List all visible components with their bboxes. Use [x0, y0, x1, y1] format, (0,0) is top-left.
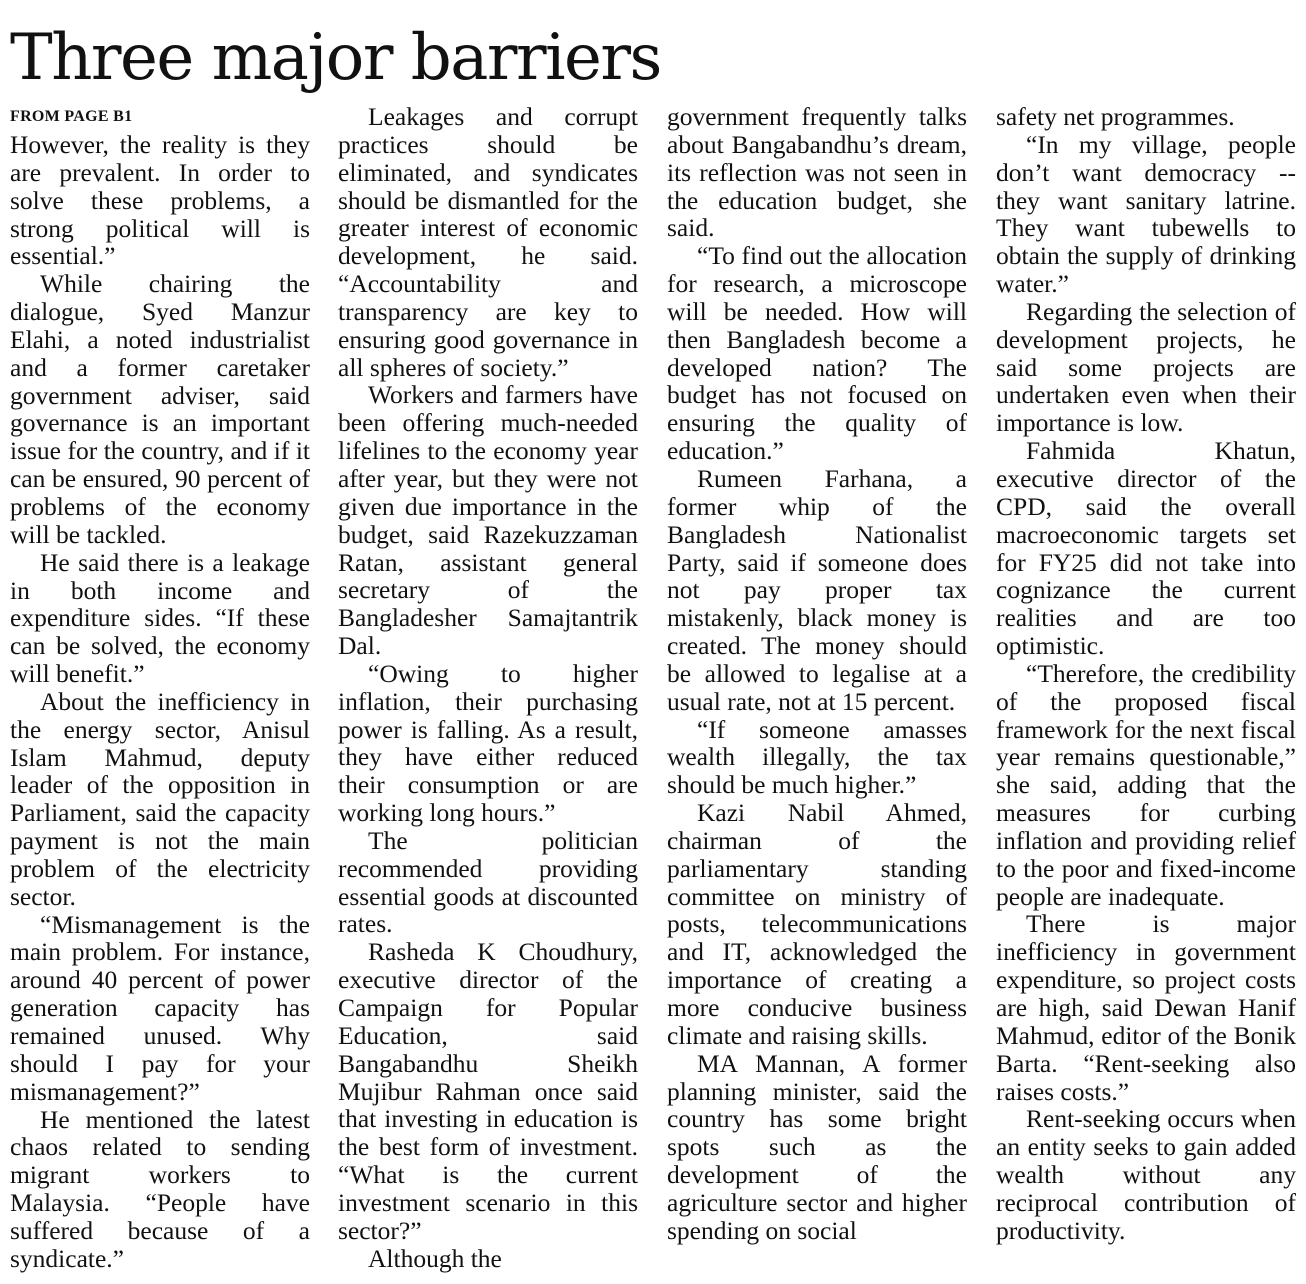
- paragraph: “If someone amasses wealth illegally, the tax should be much higher.”: [667, 714, 967, 800]
- paragraph: Rent-seeking occurs when an entity seeks to gain added wealth without any reciprocal contribution of productivity.: [996, 1104, 1296, 1245]
- paragraph: While chairing the dialogue, Syed Manzur Elahi, a noted industrialist and a former caretaker government adviser, said governance is an important issue for the country, and if it can be ensured, 90 percent of problems of the economy will be tackled.: [10, 269, 310, 549]
- paragraph: Kazi Nabil Ahmed, chairman of the parliamentary standing committee on ministry of posts, telecommunications and IT, acknowledged the importance of creating a more conducive business climate and raising skills.: [667, 798, 967, 1050]
- paragraph: Workers and farmers have been offering much-needed lifelines to the economy year after year, but they were not given due importance in the budget, said Razekuzzaman Ratan, assistant general secretary of the Bangladesher Samajtantrik Dal.: [338, 380, 638, 661]
- paragraph: MA Mannan, A former planning minister, said the country has some bright spots such as the development of the agriculture sector and higher spending on social: [667, 1048, 967, 1245]
- paragraph: About the inefficiency in the energy sector, Anisul Islam Mahmud, deputy leader of the opposition in Parliament, said the capacity payment is not the main problem of the electricity sector.: [10, 686, 310, 911]
- paragraph: “Owing to higher inflation, their purchasing power is falling. As a result, they have either reduced their consumption or are working long hours.”: [338, 658, 638, 828]
- paragraph: Rasheda K Choudhury, executive director of the Campaign for Popular Education, said Bangabandhu Sheikh Mujibur Rahman once said that investing in education is the best form of investment. “What is the current investment scenario in this sector?”: [338, 937, 638, 1245]
- article-column-1: [10, 103, 310, 1278]
- paragraph: He mentioned the latest chaos related to sending migrant workers to Malaysia. “People have suffered because of a syndicate.”: [10, 1104, 310, 1273]
- headline: Three major barriers: [10, 21, 661, 95]
- paragraph: safety net programmes.: [996, 103, 1235, 131]
- paragraph: Fahmida Khatun, executive director of the CPD, said the overall macroeconomic targets set for FY25 did not take into cognizance the current realities and are too optimistic.: [996, 436, 1296, 661]
- continued-from-label: FROM PAGE B1: [10, 108, 133, 125]
- article-column-3: [667, 103, 967, 1278]
- paragraph: “To find out the allocation for research, a microscope will be needed. How will then Bangladesh become a developed nation? The budget has not focused on ensuring the quality of education.”: [667, 241, 967, 466]
- paragraph: He said there is a leakage in both income and expenditure sides. “If these can be solved, the economy will benefit.”: [10, 547, 310, 689]
- paragraph: However, the reality is they are prevalent. In order to solve these problems, a strong political will is essential.”: [10, 130, 310, 271]
- article-column-4: [996, 103, 1296, 1278]
- paragraph: There is major inefficiency in government expenditure, so project costs are high, said Dewan Hanif Mahmud, editor of the Bonik Barta. “Rent-seeking also raises costs.”: [996, 909, 1296, 1106]
- paragraph: government frequently talks about Bangabandhu’s dream, its reflection was not seen in the education budget, she said.: [667, 103, 967, 243]
- paragraph: “Mismanagement is the main problem. For instance, around 40 percent of power generation capacity has remained unused. Why should I pay for your mismanagement?”: [10, 909, 310, 1106]
- article-column-2: [338, 103, 638, 1278]
- paragraph: Although the: [368, 1243, 502, 1273]
- paragraph: Rumeen Farhana, a former whip of the Bangladesh Nationalist Party, said if someone does not pay proper tax mistakenly, black money is created. The money should be allowed to legalise at a usual rate, not at 15 percent.: [667, 463, 967, 716]
- paragraph: “In my village, people don’t want democracy -- they want sanitary latrine. They want tubewells to obtain the supply of drinking water.”: [996, 129, 1296, 299]
- paragraph: The politician recommended providing essential goods at discounted rates.: [338, 825, 638, 939]
- paragraph: “Therefore, the credibility of the proposed fiscal framework for the next fiscal year remains questionable,” she said, adding that the measures for curbing inflation and providing relief to the poor and fixed-income people are inadequate.: [996, 658, 1296, 911]
- paragraph: Regarding the selection of development projects, he said some projects are undertaken even when their importance is low.: [996, 296, 1296, 438]
- paragraph: Leakages and corrupt practices should be eliminated, and syndicates should be dismantled for the greater interest of economic development, he said. “Accountability and transparency are key to ensuring good governance in all spheres of society.”: [338, 103, 638, 382]
